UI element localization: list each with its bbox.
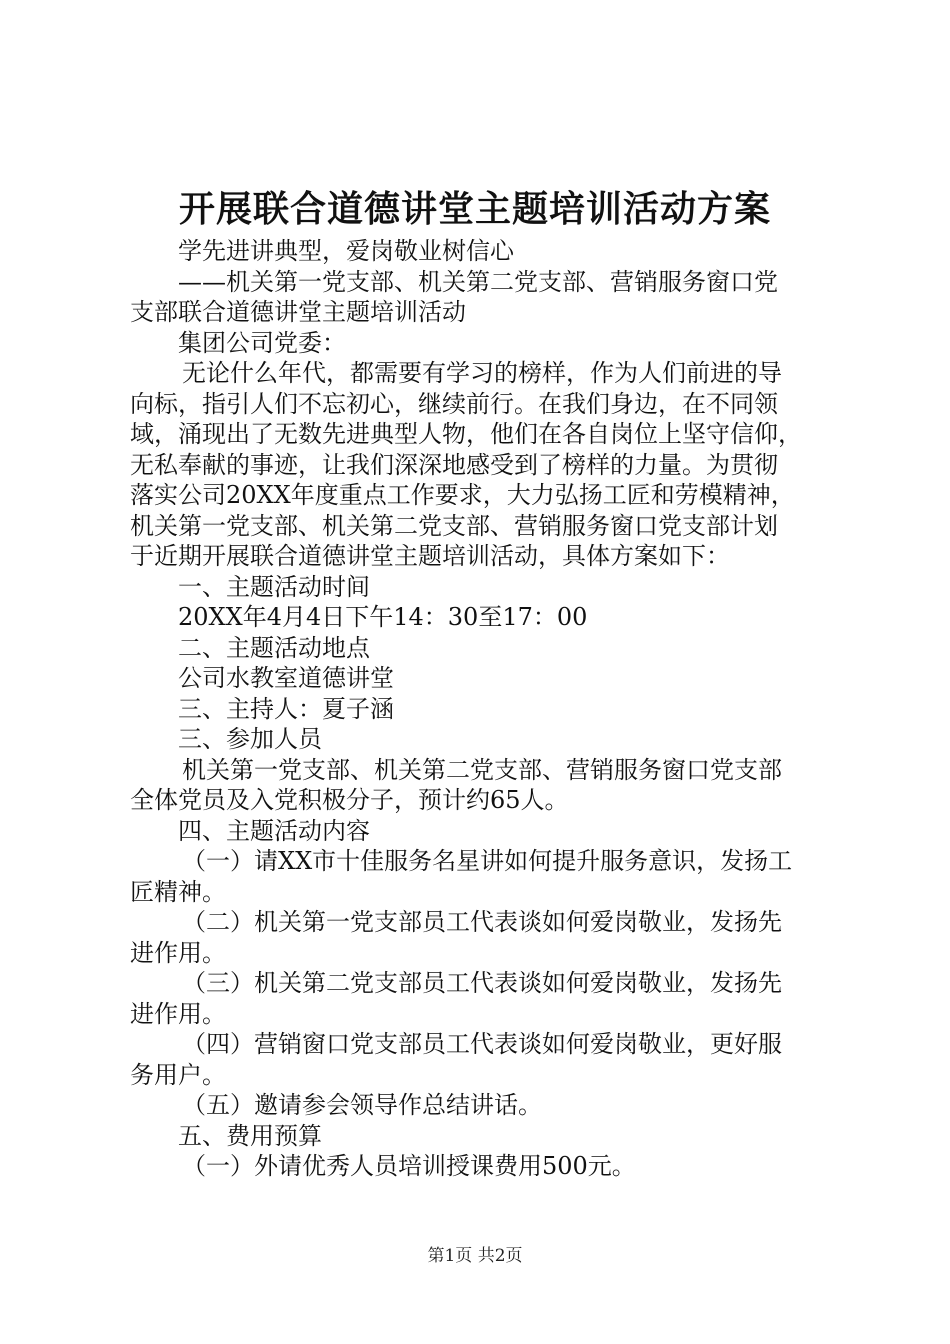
body-line: ——机关第一党支部、机关第二党支部、营销服务窗口党 bbox=[178, 267, 778, 296]
body-line: 四、主题活动内容 bbox=[178, 816, 370, 845]
body-line: （四）营销窗口党支部员工代表谈如何爱岗敬业，更好服 bbox=[182, 1030, 782, 1058]
body-line: 机关第一党支部、机关第二党支部、营销服务窗口党支部计划 bbox=[130, 511, 778, 540]
document-body bbox=[130, 236, 830, 1182]
body-line: 落实公司20XX年度重点工作要求，大力弘扬工匠和劳模精神， bbox=[130, 481, 795, 509]
body-line: 全体党员及入党积极分子，预计约65人。 bbox=[130, 786, 569, 814]
body-line: 务用户。 bbox=[130, 1060, 226, 1089]
body-line: 支部联合道德讲堂主题培训活动 bbox=[130, 298, 466, 326]
body-line: 公司水教室道德讲堂 bbox=[178, 664, 394, 692]
body-line: （一）请XX市十佳服务名星讲如何提升服务意识，发扬工 bbox=[182, 847, 793, 875]
body-line: 域，涌现出了无数先进典型人物，他们在各自岗位上坚守信仰， bbox=[130, 420, 802, 448]
body-line: 五、费用预算 bbox=[178, 1121, 322, 1150]
document-title: 开展联合道德讲堂主题培训活动方案 bbox=[178, 188, 771, 230]
body-line: 一、主题活动时间 bbox=[178, 572, 370, 601]
body-line: 机关第一党支部、机关第二党支部、营销服务窗口党支部 bbox=[182, 755, 782, 784]
body-line: （一）外请优秀人员培训授课费用500元。 bbox=[182, 1152, 636, 1180]
body-line: 向标，指引人们不忘初心，继续前行。在我们身边，在不同领 bbox=[130, 389, 778, 418]
body-line: （二）机关第一党支部员工代表谈如何爱岗敬业，发扬先 bbox=[182, 908, 782, 936]
body-line: 20XX年4月4日下午14：30至17：00 bbox=[178, 603, 588, 631]
body-line: 进作用。 bbox=[130, 999, 226, 1028]
body-line: （三）机关第二党支部员工代表谈如何爱岗敬业，发扬先 bbox=[182, 969, 782, 997]
body-line: 学先进讲典型，爱岗敬业树信心 bbox=[178, 237, 514, 265]
body-line: 三、主持人：夏子涵 bbox=[178, 694, 394, 723]
body-line: 三、参加人员 bbox=[178, 725, 322, 753]
body-line: 进作用。 bbox=[130, 938, 226, 967]
body-line: 集团公司党委： bbox=[178, 328, 346, 357]
body-line: 于近期开展联合道德讲堂主题培训活动，具体方案如下： bbox=[130, 542, 730, 570]
body-line: 无私奉献的事迹，让我们深深地感受到了榜样的力量。为贯彻 bbox=[130, 450, 778, 479]
page-footer: 第1页 共2页 bbox=[427, 1246, 523, 1266]
body-line: 二、主题活动地点 bbox=[178, 633, 370, 662]
body-line: 无论什么年代，都需要有学习的榜样，作为人们前进的导 bbox=[182, 359, 782, 387]
body-line: （五）邀请参会领导作总结讲话。 bbox=[182, 1091, 542, 1119]
body-line: 匠精神。 bbox=[130, 877, 226, 906]
